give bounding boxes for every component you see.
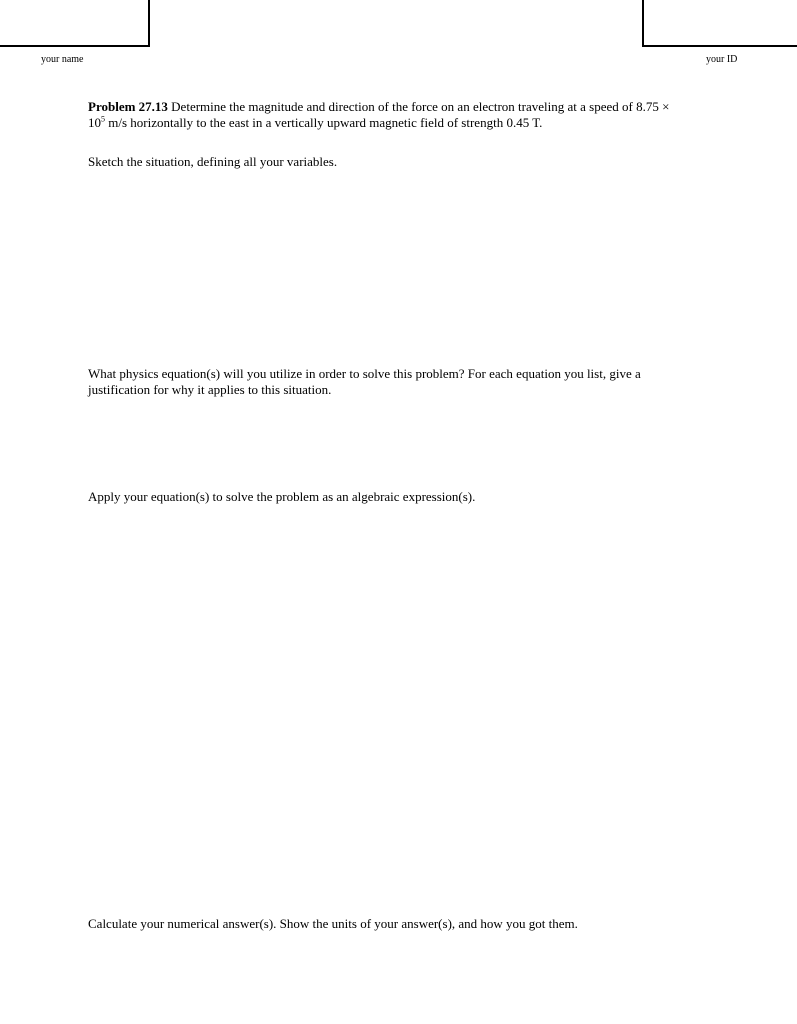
- sketch-prompt: Sketch the situation, defining all your variables.: [88, 154, 338, 169]
- problem-text-part1: Determine the magnitude and direction of the force on an electron traveling at a speed of 8.75 ×: [171, 99, 670, 114]
- name-entry-box[interactable]: [0, 0, 150, 47]
- problem-text-part2: m/s horizontally to the east in a vertically upward magnetic field of strength 0.45 T.: [108, 115, 543, 130]
- equations-prompt: What physics equation(s) will you utilize in order to solve this problem? For each equation you list, give a justification for why it applies to this situation.: [88, 366, 641, 397]
- id-label: your ID: [706, 54, 738, 65]
- id-entry-box[interactable]: [642, 0, 797, 47]
- apply-prompt: Apply your equation(s) to solve the problem as an algebraic expression(s).: [88, 489, 476, 504]
- problem-statement: [88, 99, 718, 131]
- problem-exponent: 5: [101, 114, 105, 124]
- problem-number: Problem 27.13: [88, 99, 168, 114]
- name-label: your name: [41, 54, 84, 65]
- calculate-prompt: Calculate your numerical answer(s). Show the units of your answer(s), and how you got them.: [88, 916, 578, 931]
- problem-exponent-base: 10: [88, 115, 101, 130]
